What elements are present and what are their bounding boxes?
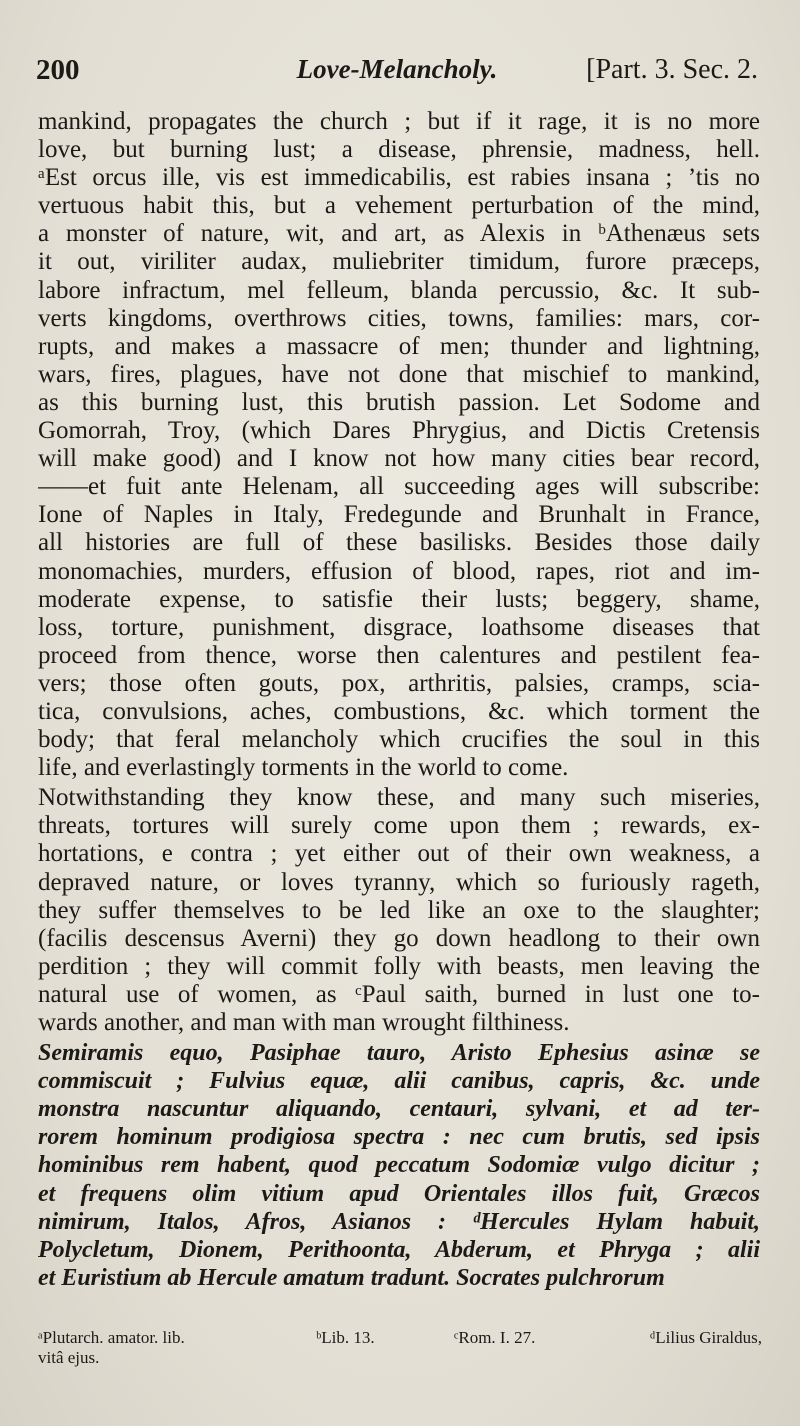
text-line: et Euristium ab Hercule amatum tradunt. Socrates pulchrorum: [38, 1264, 665, 1291]
text-line: they suffer themselves to be led like an oxe to the slaughter;: [38, 896, 760, 924]
text-line: Ione of Naples in Italy, Fredegunde and Brunhalt in France,: [38, 501, 760, 529]
footnote-b: ᵇLib. 13.: [316, 1328, 375, 1347]
text-line: commiscuit ; Fulvius equæ, alii canibus, capris, &c. unde: [38, 1068, 760, 1095]
text-line: (facilis descensus Averni) they go down headlong to their own: [38, 924, 760, 952]
text-line: natural use of women, as ᶜPaul saith, burned in lust one to-: [38, 980, 760, 1008]
text-line: wards another, and man with man wrought filthiness.: [38, 1009, 570, 1036]
text-line: vertuous habit this, but a vehement perturbation of the mind,: [38, 192, 760, 220]
text-line: labore infractum, mel felleum, blanda percussio, &c. It sub-: [38, 276, 760, 304]
text-line: ——et fuit ante Helenam, all succeeding ages will subscribe:: [38, 473, 760, 501]
text-line: depraved nature, or loves tyranny, which so furiously rageth,: [38, 868, 760, 896]
text-line: hominibus rem habent, quod peccatum Sodomiæ vulgo dicitur ;: [38, 1152, 760, 1179]
text-line: moderate expense, to satisfie their lusts; beggery, shame,: [38, 585, 760, 613]
text-line: vers; those often gouts, pox, arthritis, palsies, cramps, scia-: [38, 669, 760, 697]
text-line: all histories are full of these basilisks. Besides those daily: [38, 529, 760, 557]
footnote-a-continuation: vitâ ejus.: [38, 1348, 100, 1367]
text-line: Semiramis equo, Pasiphae tauro, Aristo Ephesius asinæ se: [38, 1040, 760, 1067]
text-line: rorem hominum prodigiosa spectra : nec cum brutis, sed ipsis: [38, 1124, 760, 1151]
text-line: Gomorrah, Troy, (which Dares Phrygius, and Dictis Cretensis: [38, 417, 760, 445]
page-number: 200: [36, 54, 80, 86]
running-title: Love-Melancholy.: [296, 54, 498, 84]
text-line: will make good) and I know not how many cities bear record,: [38, 445, 760, 473]
text-line: as this burning lust, this brutish passion. Let Sodome and: [38, 388, 760, 416]
text-line: body; that feral melancholy which crucifies the soul in this: [38, 726, 760, 754]
text-line: nimirum, Italos, Afros, Asianos : ᵈHercules Hylam habuit,: [38, 1208, 760, 1235]
text-line: rupts, and makes a massacre of men; thunder and lightning,: [38, 332, 760, 360]
text-line: ᵃEst orcus ille, vis est immedicabilis, est rabies insana ; ’tis no: [38, 164, 760, 192]
text-line: loss, torture, punishment, disgrace, loathsome diseases that: [38, 613, 760, 641]
text-line: perdition ; they will commit folly with beasts, men leaving the: [38, 952, 760, 980]
text-line: a monster of nature, wit, and art, as Alexis in ᵇAthenæus sets: [38, 220, 760, 248]
text-line: threats, tortures will surely come upon them ; rewards, ex-: [38, 812, 760, 840]
text-line: monstra nascuntur aliquando, centauri, sylvani, et ad ter-: [38, 1096, 760, 1123]
footnote-d: ᵈLilius Giraldus,: [649, 1328, 762, 1347]
body-text: [38, 108, 760, 1292]
text-line: mankind, propagates the church ; but if it rage, it is no more: [38, 108, 760, 135]
footnote-a: ᵃPlutarch. amator. lib.: [38, 1328, 185, 1347]
page-header: [36, 54, 758, 94]
text-line: monomachies, murders, effusion of blood, rapes, riot and im-: [38, 557, 760, 585]
footnote-c: ᶜRom. I. 27.: [454, 1328, 536, 1347]
text-line: love, but burning lust; a disease, phrensie, madness, hell.: [38, 136, 760, 164]
text-line: hortations, e contra ; yet either out of their own weakness, a: [38, 840, 760, 868]
footnotes: [38, 1328, 762, 1368]
text-line: wars, fires, plagues, have not done that mischief to mankind,: [38, 360, 760, 388]
section-reference: [Part. 3. Sec. 2.: [586, 54, 758, 85]
text-line: Polycletum, Dionem, Perithoonta, Abderum, et Phryga ; alii: [38, 1236, 760, 1263]
text-line: et frequens olim vitium apud Orientales illos fuit, Græcos: [38, 1180, 760, 1207]
text-line: life, and everlastingly torments in the world to come.: [38, 754, 569, 782]
text-line: verts kingdoms, overthrows cities, towns, families: mars, cor-: [38, 304, 760, 332]
text-line: proceed from thence, worse then calentures and pestilent fea-: [38, 641, 760, 669]
text-line: Notwithstanding they know these, and many such miseries,: [38, 784, 760, 812]
text-line: it out, viriliter audax, muliebriter timidum, furore præceps,: [38, 248, 760, 276]
text-line: tica, convulsions, aches, combustions, &c. which torment the: [38, 697, 760, 725]
